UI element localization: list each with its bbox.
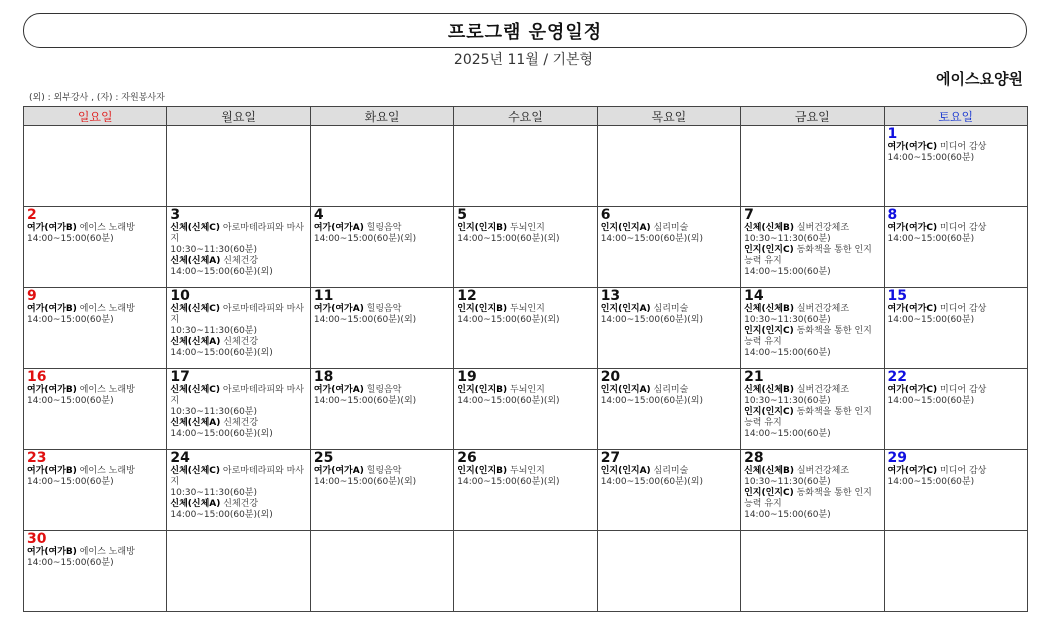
program-category: 인지(인지B) <box>457 223 508 233</box>
program-entry <box>170 337 306 348</box>
program-category: 인지(인지A) <box>600 466 651 476</box>
calendar-day-cell <box>167 450 310 531</box>
program-name: 힐링음악 <box>363 304 402 314</box>
program-time: 14:00~15:00(60분) <box>744 348 831 358</box>
calendar-week-row <box>24 450 1028 531</box>
program-name: 두뇌인지 <box>507 304 545 314</box>
program-time: 14:00~15:00(60분) <box>27 558 114 568</box>
day-number: 9 <box>27 288 37 304</box>
program-time: 14:00~15:00(60분)(외) <box>313 396 417 406</box>
program-time: 14:00~15:00(60분) <box>887 153 975 163</box>
day-number: 27 <box>600 450 621 466</box>
day-number: 21 <box>744 369 764 385</box>
program-category: 신체(신체A) <box>170 337 221 347</box>
program-time: 14:00~15:00(60분) <box>744 267 831 277</box>
program-name: 두뇌인지 <box>507 385 545 395</box>
calendar-week-row <box>24 126 1028 207</box>
calendar-day-cell <box>741 450 884 531</box>
program-time: 14:00~15:00(60분) <box>887 315 975 325</box>
program-entry <box>27 466 163 477</box>
calendar-day-cell <box>310 531 453 612</box>
program-category: 여가(여가B) <box>27 466 77 476</box>
program-entry <box>888 466 1024 477</box>
program-name: 동화책을 통한 인지능력 유지 <box>744 245 872 266</box>
program-category: 여가(여가A) <box>313 385 364 395</box>
program-time: 10:30~11:30(60분) <box>744 315 831 325</box>
program-name: 에이스 노래방 <box>76 223 135 233</box>
day-number: 18 <box>313 369 334 385</box>
program-category: 인지(인지C) <box>744 488 794 498</box>
calendar-day-cell <box>310 126 453 207</box>
legend-note: (외) : 외부강사 , (자) : 자원봉사자 <box>29 93 165 103</box>
program-entry <box>888 223 1024 234</box>
program-name: 에이스 노래방 <box>76 466 135 476</box>
program-entry <box>457 466 593 477</box>
calendar-day-cell <box>454 126 597 207</box>
program-category: 인지(인지B) <box>457 304 508 314</box>
program-entry <box>170 499 306 510</box>
weekday-header-tuesday: 화요일 <box>310 107 453 126</box>
program-time: 10:30~11:30(60분) <box>744 396 831 406</box>
program-entry <box>888 385 1024 396</box>
program-name: 동화책을 통한 인지능력 유지 <box>744 407 872 428</box>
program-entry <box>744 223 880 234</box>
calendar-day-cell <box>167 126 310 207</box>
day-number: 12 <box>457 288 477 304</box>
program-time: 10:30~11:30(60분) <box>170 488 258 498</box>
program-name: 동화책을 통한 인지능력 유지 <box>744 326 872 347</box>
program-time: 14:00~15:00(60분)(외) <box>313 315 417 325</box>
program-name: 신체건강 <box>220 337 259 347</box>
calendar-day-cell <box>741 207 884 288</box>
program-category: 신체(신체B) <box>744 223 794 233</box>
program-category: 신체(신체C) <box>170 223 221 233</box>
calendar-day-cell <box>597 207 740 288</box>
program-entry <box>744 407 880 429</box>
program-time: 14:00~15:00(60분) <box>744 429 831 439</box>
program-entry <box>314 223 450 234</box>
program-name: 동화책을 통한 인지능력 유지 <box>744 488 872 509</box>
program-time: 14:00~15:00(60분)(외) <box>600 396 703 406</box>
day-number: 29 <box>887 450 908 466</box>
program-name: 심리미술 <box>650 385 689 395</box>
day-number: 23 <box>27 450 47 466</box>
calendar-day-cell <box>24 531 167 612</box>
calendar-day-cell <box>597 369 740 450</box>
program-entry <box>314 466 450 477</box>
organization-name: 에이스요양원 <box>936 70 1023 88</box>
day-number: 26 <box>457 450 477 466</box>
program-entry <box>744 326 880 348</box>
program-entry <box>457 223 593 234</box>
day-number: 6 <box>600 207 611 223</box>
program-entry <box>744 245 880 267</box>
calendar-day-cell <box>24 207 167 288</box>
calendar-day-cell <box>884 531 1027 612</box>
calendar-day-cell <box>597 288 740 369</box>
day-number: 28 <box>744 450 764 466</box>
program-name: 실버건강체조 <box>793 385 850 395</box>
program-name: 아로마테라피와 마사지 <box>170 466 304 487</box>
program-category: 인지(인지C) <box>744 326 794 336</box>
program-time: 14:00~15:00(60분) <box>744 510 831 520</box>
program-category: 인지(인지A) <box>600 223 651 233</box>
day-number: 3 <box>170 207 181 223</box>
program-entry <box>170 256 306 267</box>
program-category: 인지(인지B) <box>457 466 508 476</box>
weekday-header-row <box>24 107 1028 126</box>
calendar-day-cell <box>454 207 597 288</box>
program-name: 에이스 노래방 <box>76 385 135 395</box>
day-number: 19 <box>457 369 477 385</box>
day-number: 14 <box>744 288 764 304</box>
calendar-day-cell <box>597 531 740 612</box>
calendar-day-cell <box>884 369 1027 450</box>
calendar-day-cell <box>167 531 310 612</box>
program-category: 인지(인지A) <box>600 304 651 314</box>
program-category: 인지(인지C) <box>744 245 794 255</box>
program-name: 심리미술 <box>650 466 689 476</box>
program-entry <box>314 385 450 396</box>
program-category: 여가(여가B) <box>27 385 77 395</box>
program-time: 14:00~15:00(60분)(외) <box>170 267 273 277</box>
program-name: 신체건강 <box>220 499 259 509</box>
calendar-day-cell <box>454 369 597 450</box>
calendar-day-cell <box>597 126 740 207</box>
program-category: 여가(여가C) <box>887 466 938 476</box>
day-number: 2 <box>27 207 37 223</box>
weekday-header-saturday: 토요일 <box>884 107 1027 126</box>
program-name: 미디어 감상 <box>937 142 987 152</box>
program-name: 신체건강 <box>220 418 259 428</box>
day-number: 13 <box>600 288 621 304</box>
day-number: 30 <box>27 531 47 547</box>
program-category: 신체(신체B) <box>744 385 794 395</box>
program-category: 신체(신체C) <box>170 304 221 314</box>
program-category: 여가(여가C) <box>887 385 938 395</box>
calendar-day-cell <box>741 126 884 207</box>
program-category: 신체(신체B) <box>744 466 794 476</box>
program-time: 14:00~15:00(60분) <box>27 396 114 406</box>
calendar-day-cell <box>24 450 167 531</box>
calendar-day-cell <box>454 450 597 531</box>
calendar-week-row <box>24 207 1028 288</box>
program-entry <box>170 385 306 407</box>
program-entry <box>601 466 737 477</box>
program-name: 아로마테라피와 마사지 <box>170 304 304 325</box>
program-entry <box>601 385 737 396</box>
calendar-day-cell <box>597 450 740 531</box>
program-time: 14:00~15:00(60분)(외) <box>457 234 560 244</box>
calendar-day-cell <box>884 450 1027 531</box>
program-category: 여가(여가C) <box>887 142 938 152</box>
program-time: 14:00~15:00(60분) <box>887 396 975 406</box>
program-time: 14:00~15:00(60분)(외) <box>170 510 273 520</box>
program-time: 14:00~15:00(60분) <box>27 315 114 325</box>
calendar-day-cell <box>741 369 884 450</box>
program-name: 미디어 감상 <box>937 385 987 395</box>
program-time: 14:00~15:00(60분)(외) <box>600 234 703 244</box>
program-entry <box>27 547 163 558</box>
program-category: 여가(여가B) <box>27 547 77 557</box>
calendar-day-cell <box>884 207 1027 288</box>
program-name: 힐링음악 <box>363 223 402 233</box>
program-category: 여가(여가A) <box>313 466 364 476</box>
program-name: 에이스 노래방 <box>76 304 135 314</box>
day-number: 7 <box>744 207 754 223</box>
program-time: 10:30~11:30(60분) <box>170 407 258 417</box>
day-number: 11 <box>313 288 334 304</box>
calendar-day-cell <box>884 288 1027 369</box>
page-title: 프로그램 운영일정 <box>447 21 603 43</box>
calendar-table <box>23 106 1028 612</box>
calendar-day-cell <box>741 288 884 369</box>
title-box <box>23 13 1027 48</box>
calendar-day-cell <box>884 126 1027 207</box>
calendar-day-cell <box>24 288 167 369</box>
day-number: 10 <box>170 288 190 304</box>
program-entry <box>457 385 593 396</box>
program-time: 14:00~15:00(60분) <box>27 234 114 244</box>
program-name: 아로마테라피와 마사지 <box>170 385 304 406</box>
day-number: 24 <box>170 450 190 466</box>
program-entry <box>170 466 306 488</box>
program-time: 10:30~11:30(60분) <box>170 245 258 255</box>
program-entry <box>744 304 880 315</box>
weekday-header-friday: 금요일 <box>741 107 884 126</box>
program-category: 신체(신체C) <box>170 466 221 476</box>
program-time: 14:00~15:00(60분)(외) <box>457 315 560 325</box>
program-name: 미디어 감상 <box>937 223 987 233</box>
program-time: 14:00~15:00(60분)(외) <box>313 477 417 487</box>
program-entry <box>457 304 593 315</box>
program-category: 여가(여가C) <box>887 304 938 314</box>
calendar-week-row <box>24 369 1028 450</box>
program-category: 여가(여가A) <box>313 223 364 233</box>
day-number: 20 <box>600 369 621 385</box>
calendar-week-row <box>24 531 1028 612</box>
program-category: 신체(신체B) <box>744 304 794 314</box>
program-entry <box>744 488 880 510</box>
program-entry <box>170 418 306 429</box>
program-time: 14:00~15:00(60분)(외) <box>313 234 417 244</box>
weekday-header-monday: 월요일 <box>167 107 310 126</box>
program-entry <box>27 304 163 315</box>
program-category: 신체(신체A) <box>170 418 221 428</box>
calendar-day-cell <box>310 369 453 450</box>
program-time: 14:00~15:00(60분) <box>887 477 975 487</box>
program-time: 14:00~15:00(60분) <box>887 234 975 244</box>
program-category: 신체(신체A) <box>170 499 221 509</box>
day-number: 8 <box>887 207 898 223</box>
calendar-day-cell <box>310 450 453 531</box>
program-entry <box>888 304 1024 315</box>
program-time: 10:30~11:30(60분) <box>744 477 831 487</box>
program-entry <box>314 304 450 315</box>
program-entry <box>601 304 737 315</box>
program-time: 14:00~15:00(60분)(외) <box>170 429 273 439</box>
program-entry <box>27 223 163 234</box>
program-entry <box>170 304 306 326</box>
program-entry <box>170 223 306 245</box>
program-category: 신체(신체C) <box>170 385 221 395</box>
day-number: 15 <box>887 288 908 304</box>
program-entry <box>888 142 1024 153</box>
program-name: 두뇌인지 <box>507 223 545 233</box>
program-entry <box>744 466 880 477</box>
program-name: 심리미술 <box>650 223 689 233</box>
day-number: 22 <box>887 369 908 385</box>
calendar-day-cell <box>24 126 167 207</box>
program-name: 미디어 감상 <box>937 304 987 314</box>
program-time: 14:00~15:00(60분)(외) <box>457 477 560 487</box>
program-name: 아로마테라피와 마사지 <box>170 223 304 244</box>
calendar-day-cell <box>454 288 597 369</box>
program-name: 신체건강 <box>220 256 259 266</box>
day-number: 16 <box>27 369 47 385</box>
program-name: 심리미술 <box>650 304 689 314</box>
program-name: 두뇌인지 <box>507 466 545 476</box>
calendar-day-cell <box>167 369 310 450</box>
program-time: 14:00~15:00(60분)(외) <box>457 396 560 406</box>
program-category: 인지(인지B) <box>457 385 508 395</box>
calendar-day-cell <box>167 207 310 288</box>
program-time: 10:30~11:30(60분) <box>170 326 258 336</box>
program-name: 실버건강체조 <box>793 304 850 314</box>
weekday-header-sunday: 일요일 <box>24 107 167 126</box>
program-time: 14:00~15:00(60분)(외) <box>600 315 703 325</box>
program-category: 여가(여가B) <box>27 223 77 233</box>
program-name: 힐링음악 <box>363 385 402 395</box>
program-entry <box>27 385 163 396</box>
calendar-day-cell <box>167 288 310 369</box>
day-number: 5 <box>457 207 468 223</box>
program-entry <box>744 385 880 396</box>
program-entry <box>601 223 737 234</box>
program-time: 14:00~15:00(60분) <box>27 477 114 487</box>
calendar-day-cell <box>310 288 453 369</box>
page-subtitle: 2025년 11월 / 기본형 <box>453 52 594 68</box>
day-number: 4 <box>313 207 324 223</box>
program-name: 실버건강체조 <box>793 223 850 233</box>
day-number: 1 <box>887 126 898 142</box>
calendar-day-cell <box>310 207 453 288</box>
program-name: 에이스 노래방 <box>76 547 135 557</box>
calendar-day-cell <box>24 369 167 450</box>
weekday-header-thursday: 목요일 <box>597 107 740 126</box>
program-time: 14:00~15:00(60분)(외) <box>170 348 273 358</box>
program-category: 여가(여가B) <box>27 304 77 314</box>
program-category: 신체(신체A) <box>170 256 221 266</box>
program-category: 여가(여가C) <box>887 223 938 233</box>
calendar-week-row <box>24 288 1028 369</box>
program-name: 실버건강체조 <box>793 466 850 476</box>
program-time: 10:30~11:30(60분) <box>744 234 831 244</box>
program-category: 인지(인지C) <box>744 407 794 417</box>
weekday-header-wednesday: 수요일 <box>454 107 597 126</box>
calendar-day-cell <box>741 531 884 612</box>
program-category: 인지(인지A) <box>600 385 651 395</box>
day-number: 25 <box>313 450 334 466</box>
program-name: 힐링음악 <box>363 466 402 476</box>
program-category: 여가(여가A) <box>313 304 364 314</box>
program-time: 14:00~15:00(60분)(외) <box>600 477 703 487</box>
program-name: 미디어 감상 <box>937 466 987 476</box>
day-number: 17 <box>170 369 190 385</box>
calendar-day-cell <box>454 531 597 612</box>
